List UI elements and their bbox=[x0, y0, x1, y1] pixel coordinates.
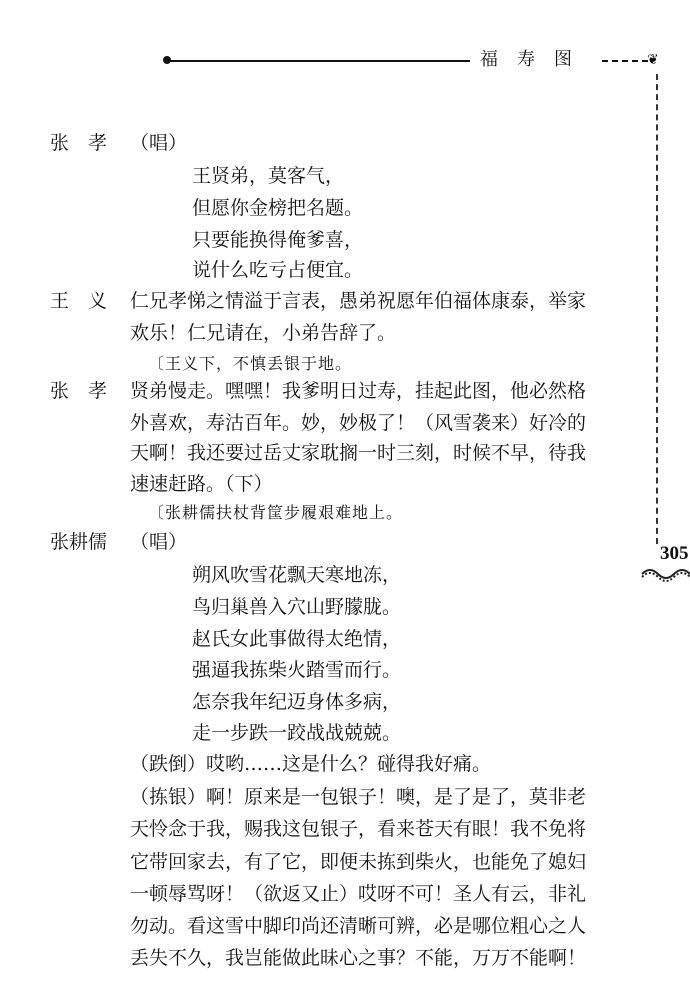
verse-line: 但愿你金榜把名题。 bbox=[192, 197, 364, 219]
page-number-ornament bbox=[640, 566, 690, 582]
dialogue-line: （拣银）啊！原来是一包银子！噢，是了是了，莫非老 bbox=[130, 786, 587, 808]
verse-line: 强逼我拣柴火踏雪而行。 bbox=[192, 659, 402, 681]
verse-line: 鸟归巢兽入穴山野朦胧。 bbox=[192, 596, 402, 618]
verse-line: 说什么吃亏占便宜。 bbox=[192, 259, 364, 281]
dialogue-line: 贤弟慢走。嘿嘿！我爹明日过寿，挂起此图，他必然格 bbox=[130, 380, 587, 402]
dialogue-line: 它带回家去，有了它，即便未拣到柴火，也能免了媳妇 bbox=[130, 851, 587, 873]
dialogue-line: （跌倒）哎哟……这是什么？碰得我好痛。 bbox=[130, 753, 492, 775]
dialogue-line: 一顿辱骂呀！（欲返又止）哎呀不可！圣人有云，非礼 bbox=[130, 883, 587, 905]
verse-line: 只要能换得俺爹喜， bbox=[192, 229, 364, 251]
dialogue-line: 速速赶路。（下） bbox=[130, 473, 273, 495]
dialogue-line: 天啊！我还要过岳丈家耽搁一时三刻，时候不早，待我 bbox=[130, 442, 587, 464]
dialogue-line: 欢乐！仁兄请在，小弟告辞了。 bbox=[130, 322, 397, 344]
header-dash-rule bbox=[602, 60, 648, 62]
stage-direction: （唱） bbox=[130, 132, 188, 154]
flourish-icon: ❦ bbox=[647, 52, 659, 68]
dialogue-line: 仁兄孝悌之情溢于言表，愚弟祝愿年伯福体康泰，举家 bbox=[130, 290, 587, 312]
verse-line: 朔风吹雪花飘天寒地冻， bbox=[192, 564, 402, 586]
stage-direction: 〔王义下，不慎丢银于地。 bbox=[148, 354, 353, 373]
verse-line: 赵氏女此事做得太绝情， bbox=[192, 628, 402, 650]
page-number: 305 bbox=[660, 543, 689, 564]
header-rule bbox=[168, 60, 470, 62]
dialogue-line: 外喜欢，寿沽百年。妙，妙极了！（风雪袭来）好冷的 bbox=[130, 412, 587, 434]
speaker-name: 张 孝 bbox=[50, 380, 108, 402]
speaker-name: 张 孝 bbox=[50, 132, 108, 154]
speaker-name: 张耕儒 bbox=[50, 531, 108, 553]
stage-direction: （唱） bbox=[130, 531, 188, 553]
side-dashed-rule bbox=[656, 74, 658, 544]
dialogue-line: 勿动。看这雪中脚印尚还清晰可辨，必是哪位粗心之人 bbox=[130, 915, 587, 937]
verse-line: 怎奈我年纪迈身体多病， bbox=[192, 691, 402, 713]
verse-line: 王贤弟，莫客气， bbox=[192, 165, 345, 187]
dialogue-line: 丢失不久，我岂能做此昧心之事？不能，万万不能啊！ bbox=[130, 947, 587, 969]
verse-line: 走一步跌一跤战战兢兢。 bbox=[192, 722, 402, 744]
dialogue-line: 天怜念于我，赐我这包银子，看来苍天有眼！我不免将 bbox=[130, 818, 587, 840]
running-header-title: 福寿图 bbox=[480, 49, 591, 70]
speaker-name: 王 义 bbox=[50, 290, 108, 312]
stage-direction: 〔张耕儒扶杖背筐步履艰难地上。 bbox=[148, 503, 404, 522]
